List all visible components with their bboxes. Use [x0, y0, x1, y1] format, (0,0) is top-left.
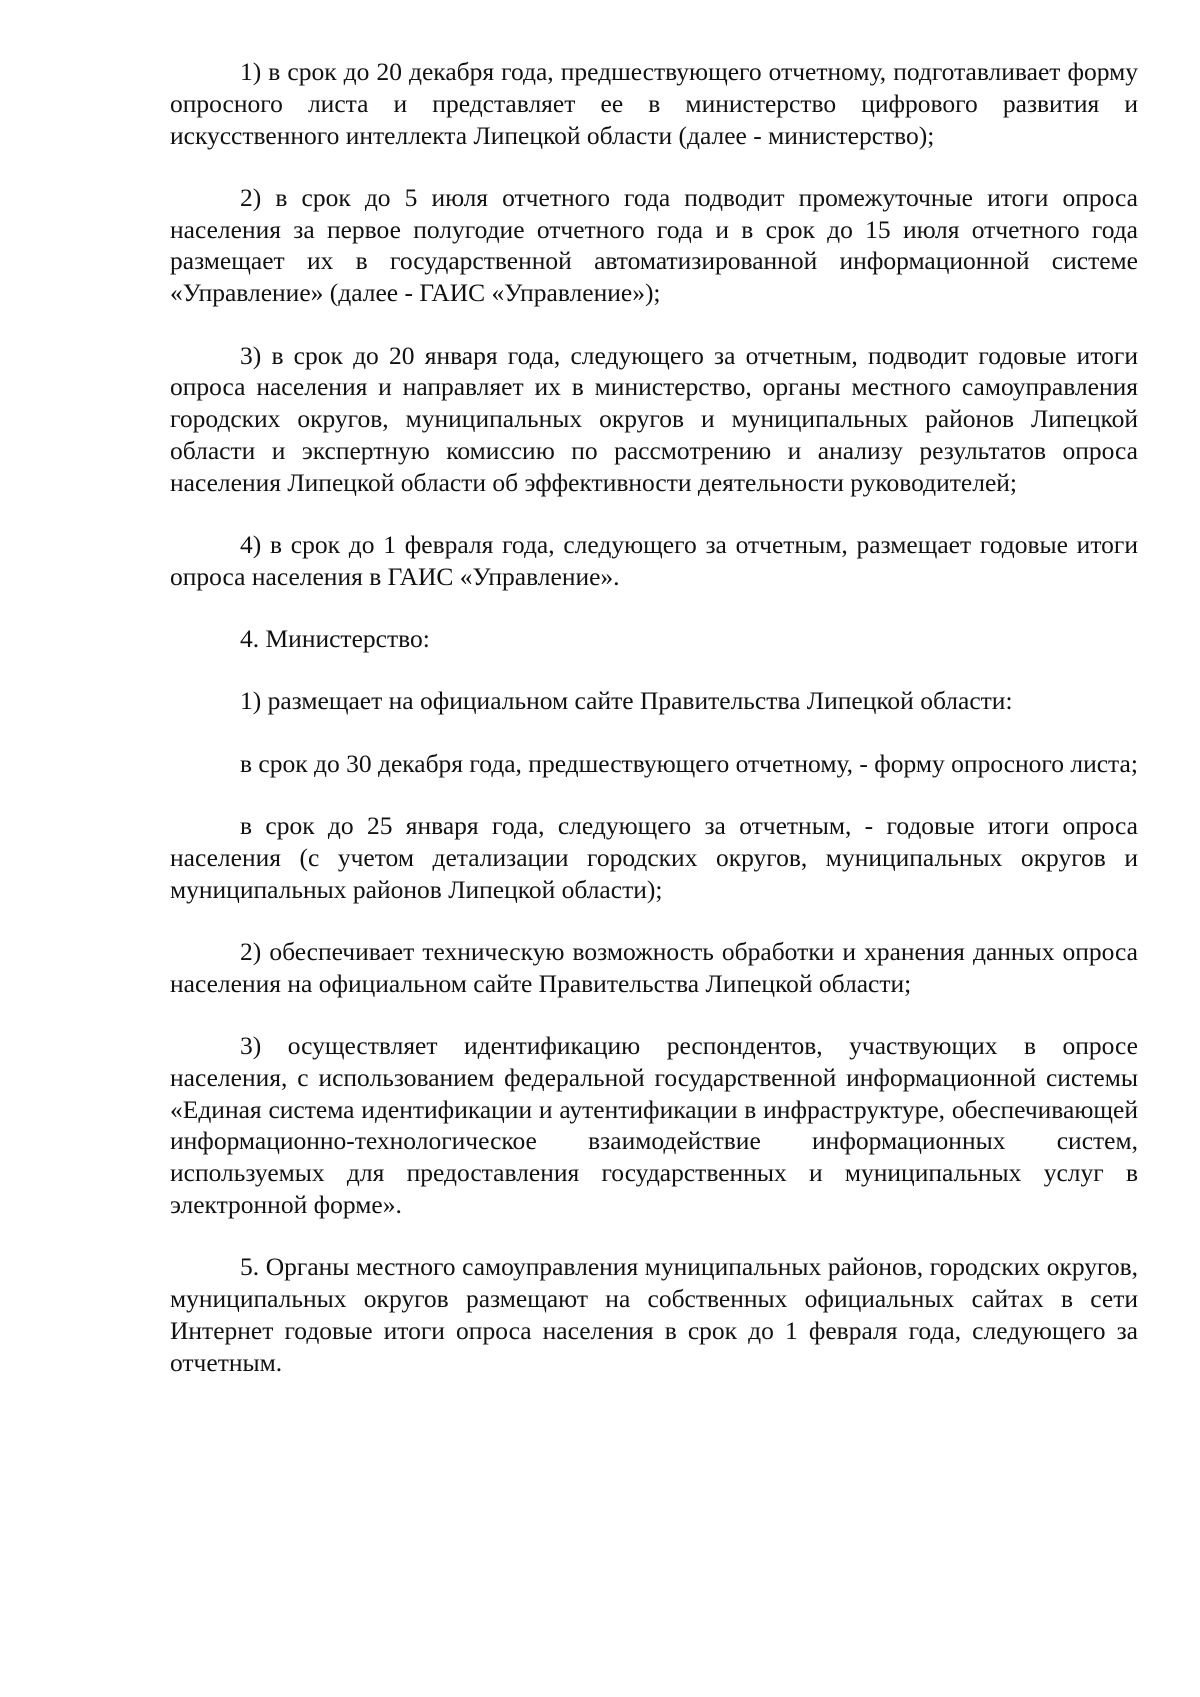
paragraph-ministry-item-2: 2) обеспечивает техническую возможность обработки и хранения данных опроса населения на официальном сайте Правительства Липецкой области;	[170, 936, 1138, 998]
paragraph-item-3-deadline-jan-20: 3) в срок до 20 января года, следующего за отчетным, подводит годовые итоги опроса населения и направляет их в министерство, органы местного самоуправления городских округов, муниципальных округов и муниципальных районов Липецкой области и экспертную комиссию по рассмотрению и анализу результатов опроса населения Липецкой области об эффективности деятельности руководителей;	[170, 340, 1138, 497]
paragraph-ministry-item-1: 1) размещает на официальном сайте Правительства Липецкой области:	[240, 686, 1013, 716]
paragraph-item-1-deadline-dec-20: 1) в срок до 20 декабря года, предшествующего отчетному, подготавливает форму опросного листа и представляет ее в министерство цифрового развития и искусственного интеллекта Липецкой области (далее - министерство);	[170, 57, 1138, 150]
paragraph-item-4-deadline-feb-1: 4) в срок до 1 февраля года, следующего за отчетным, размещает годовые итоги опроса населения в ГАИС «Управление».	[170, 530, 1138, 591]
paragraph-ministry-item-3: 3) осуществляет идентификацию респондентов, участвующих в опросе населения, с использованием федеральной государственной информационной системы «Единая система идентификации и аутентификации в инфраструктуре, обеспечивающей информационно-технологическое взаимодействие информационных систем, используемых для предоставления государственных и муниципальных услуг в электронной форме».	[170, 1031, 1138, 1220]
paragraph-item-2-deadline-jul-5: 2) в срок до 5 июля отчетного года подводит промежуточные итоги опроса населения за первое полугодие отчетного года и в срок до 15 июля отчетного года размещает их в государственной автоматизированной информационной системе «Управление» (далее - ГАИС «Управление»);	[170, 182, 1138, 308]
paragraph-section-5-local-authorities: 5. Органы местного самоуправления муниципальных районов, городских округов, муниципальных округов размещают на собственных официальных сайтах в сети Интернет годовые итоги опроса населения в срок до 1 февраля года, следующего за отчетным.	[170, 1252, 1138, 1377]
document-body	[170, 56, 1138, 1409]
paragraph-ministry-deadline-jan-25: в срок до 25 января года, следующего за отчетным, - годовые итоги опроса населения (с учетом детализации городских округов, муниципальных округов и муниципальных районов Липецкой области);	[170, 811, 1138, 904]
paragraph-ministry-deadline-dec-30: в срок до 30 декабря года, предшествующего отчетному, - форму опросного листа;	[240, 748, 1138, 778]
section-heading-ministry: 4. Министерство:	[240, 624, 430, 654]
